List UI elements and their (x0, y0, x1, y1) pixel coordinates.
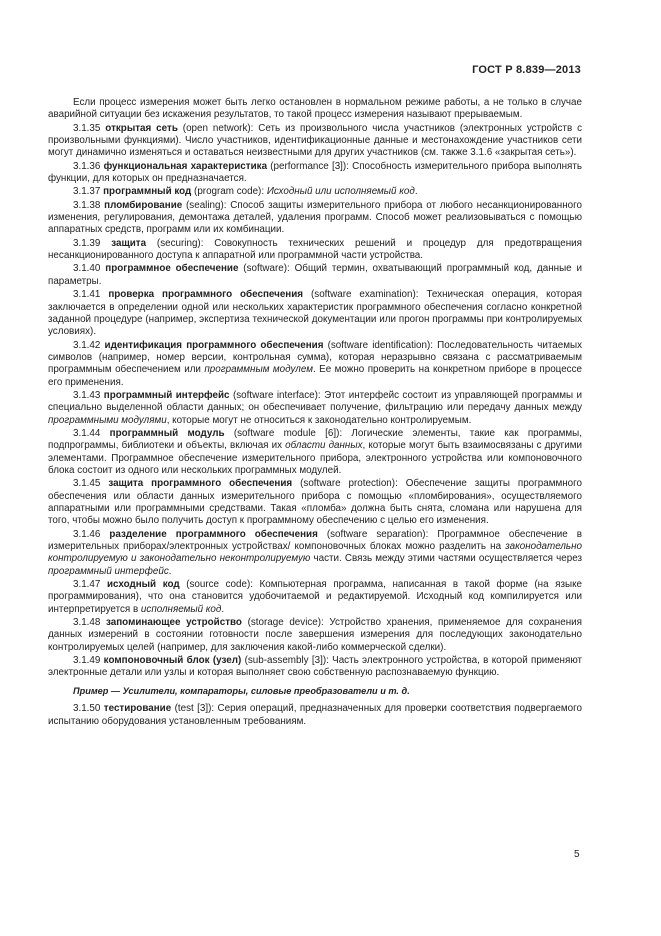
paragraph-text: (open network): Сеть из произвольного числа участников (электронных устройств с произвольными функциями). Число участников, идентификационные данные и местонахождение участников сети могут динамично изменяться и оставаться неизвестными для других участников (см. также 3.1.6 «закрытая сеть»). (48, 122, 583, 159)
term-paragraph (48, 478, 582, 527)
term-name: открытая сеть (105, 122, 178, 134)
term-name: программный код (103, 186, 192, 198)
term-name: исходный код (106, 579, 180, 591)
term-name: функциональная характеристика (103, 160, 268, 172)
paragraph-text: . (221, 603, 225, 615)
document-header: ГОСТ Р 8.839—2013 (472, 64, 581, 76)
paragraph-text: 3.1.39 (73, 237, 112, 249)
term-reference: исполняемый код (140, 603, 222, 615)
term-paragraph (48, 161, 582, 186)
term-name: защита программного обеспечения (108, 478, 293, 490)
paragraph-text: , которые могут не относиться к законодательно контролируемым. (166, 414, 472, 426)
term-paragraph (48, 579, 582, 616)
paragraph-text: 3.1.42 (73, 339, 105, 351)
paragraph-text: 3.1.45 (73, 478, 109, 490)
paragraph-text: (sub-assembly [3]): Часть электронного устройства, в которой применяют электронные детали или узлы и которая выполняет свою собственную распознаваемую функцию. (48, 655, 582, 679)
paragraph-text: (performance [3]): Способность измерительного прибора выполнять функции, для которых он предназначается. (48, 160, 583, 185)
term-name: программный модуль (109, 427, 225, 439)
paragraph-text: Если процесс измерения может быть легко остановлен в нормальном режиме работы, а не только в случае аварийной ситуации без искажения результатов, то такой процесс измерения называют прерываемым. (48, 97, 582, 121)
paragraph-text: . (414, 186, 418, 198)
paragraph-text: 3.1.38 (73, 199, 105, 211)
document-body (48, 97, 582, 729)
term-paragraph (48, 529, 582, 578)
paragraph-text: (software examination): Техническая операция, которая заключается в определении одной или нескольких характеристик программного обеспечения согласно конкретной заданной процедуре (например, экспертиза технической документации или прогон программы при контролируемых условиях). (48, 289, 583, 338)
term-name: пломбирование (104, 199, 183, 211)
term-paragraph (48, 238, 582, 263)
paragraph-text: (software separation): Программное обеспечение в измерительных приборах/электронных устройствах/ компоновочных блоках можно разделить на (48, 528, 582, 553)
term-name: разделение программного обеспечения (109, 528, 318, 540)
paragraph-text: 3.1.41 (73, 289, 109, 301)
paragraph-text: (software protection): Обеспечение защиты программного обеспечения или области данных измерительного прибора с помощью «пломбирования», осуществляемого аппаратными или программными средствами. Такая «пломба» должна быть снята, сломана или нарушена для того, чтобы можно было получить доступ к программному обеспечению с целью его изменения. (48, 478, 582, 527)
paragraph-text: 3.1.50 (73, 703, 104, 715)
paragraph-text: (software module [6]): Логические элементы, такие как программы, подпрограммы, библиотеки и объекты, включая их (48, 427, 582, 452)
paragraph-text: 3.1.48 (73, 617, 106, 629)
term-reference: законодательно контролируемую и законодательно неконтролируемую (48, 541, 582, 565)
paragraph-text: 3.1.47 (73, 579, 107, 591)
term-paragraph (48, 655, 582, 680)
paragraph-text: Пример — Усилители, компараторы, силовые преобразователи и т. д. (73, 685, 410, 696)
paragraph-text: (software identification): Последовательность читаемых символов (например, номер версии, контрольная сумма), которая неразрывно связана с рассматриваемым программным обеспечением или (48, 339, 582, 376)
term-name: проверка программного обеспечения (108, 289, 304, 301)
paragraph-text: (test [3]): Серия операций, предназначенных для проверки соответствия подвергаемого испытанию оборудования установленным требованиям. (48, 703, 582, 727)
paragraph-text: (source code): Компьютерная программа, написанная в такой форме (на языке программирования), что она становится удобочитаемой и редактируемой. Исходный код компилируется или интерпретируется в (48, 579, 582, 615)
paragraph-text: (program code): (191, 186, 267, 198)
paragraph-text: (software): Общий термин, охватывающий программный код, данные и параметры. (48, 263, 582, 287)
paragraph-text: (software interface): Этот интерфейс состоит из управляющей программы и специально выделенной области данных; он обеспечивает получение, фильтрацию или передачу данных между (48, 389, 582, 414)
term-name: тестирование (103, 703, 172, 715)
paragraph-text: 3.1.46 (73, 528, 110, 540)
example-paragraph (48, 685, 582, 697)
paragraph-text: , которые могут быть взаимосвязаны с другими элементами. Программное обеспечение измерительного прибора, электронного устройства или компоновочного блока состоит из одного или нескольких программных модулей. (48, 440, 582, 476)
term-paragraph (48, 390, 582, 427)
term-paragraph (48, 428, 582, 477)
paragraph-text: (securing): Совокупность технических решений и процедур для предотвращения несанкционированного доступа к аппаратной или программной части устройства. (48, 237, 582, 262)
term-name: запоминающее устройство (106, 617, 242, 629)
paragraph-text: части. Связь между этими частями осуществляется через (310, 553, 582, 565)
term-reference: области данных (285, 440, 363, 452)
paragraph-text: 3.1.37 (73, 186, 104, 198)
term-name: защита (111, 237, 147, 249)
paragraph-text: (storage device): Устройство хранения, применяемое для сохранения данных измерений в состоянии готовности после завершения измерения для последующих законодательно контролируемых целей (например, для заключения какой-либо коммерческой сделки). (48, 617, 582, 653)
term-reference: программными модулями (48, 414, 167, 426)
term-paragraph (48, 340, 582, 389)
paragraph-text: 3.1.49 (73, 655, 104, 667)
term-paragraph (48, 186, 582, 198)
term-name: программное обеспечение (105, 263, 239, 275)
paragraph-text: . Ее можно проверить на конкретном приборе в процессе его применения. (48, 364, 582, 388)
paragraph-text: (sealing): Способ защиты измерительного прибора от любого несанкционированного изменения, регулирования, демонтажа деталей, удаления программ. Способ может реализовываться с помощью аппаратных средств, программ или их комбинации. (48, 199, 582, 236)
term-paragraph (48, 200, 582, 237)
term-name: компоновочный блок (узел) (103, 655, 242, 667)
term-paragraph (48, 123, 582, 160)
term-reference: программный интерфейс (48, 565, 169, 577)
term-paragraph (48, 617, 582, 654)
paragraph-text: 3.1.40 (73, 263, 106, 275)
paragraph-text: 3.1.44 (73, 427, 110, 439)
paragraph-text: 3.1.35 (73, 122, 106, 134)
term-reference: программным модулем (204, 364, 313, 376)
paragraph-text: . (168, 565, 172, 577)
term-paragraph (48, 703, 582, 728)
paragraph-text: 3.1.36 (73, 160, 104, 172)
paragraph-text: 3.1.43 (73, 389, 104, 401)
term-name: программный интерфейс (103, 389, 230, 401)
term-name: идентификация программного обеспечения (104, 339, 324, 351)
term-paragraph (48, 97, 582, 122)
term-paragraph (48, 263, 582, 288)
page-number: 5 (574, 849, 580, 860)
term-paragraph (48, 289, 582, 338)
term-reference: Исходный или исполняемый код (266, 186, 415, 198)
